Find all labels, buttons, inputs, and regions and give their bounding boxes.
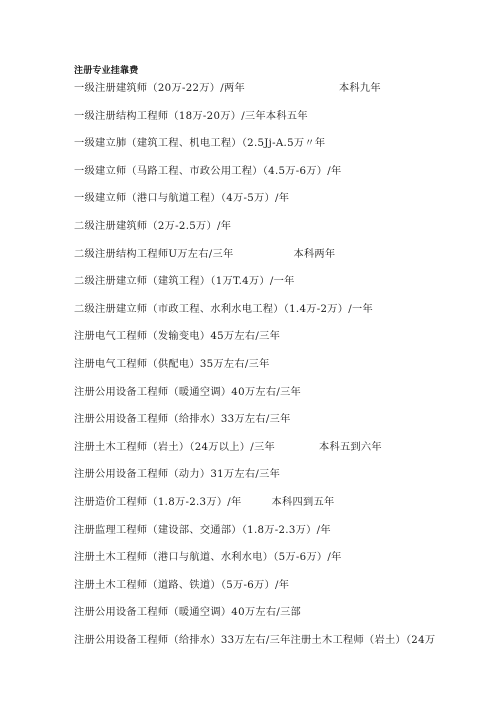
fee-line: [74, 385, 494, 413]
fee-line-text: 注册公用设备工程师（暖通空调）40万左右/三部: [74, 607, 302, 619]
fee-line: [74, 467, 494, 495]
fee-line: [74, 81, 494, 109]
fee-line-text: 注册公用设备工程师（暖通空调）40万左右/三年: [74, 386, 302, 398]
fee-line: [74, 633, 494, 661]
fee-line: [74, 495, 494, 523]
fee-line-text: 注册土木工程师（道路、铁道）（5万-6万）/年: [74, 579, 290, 591]
fee-line-text: 一级建立师（马路工程、市政公用工程）（4.5万-6万）/年: [74, 165, 342, 177]
fee-line: [74, 109, 494, 137]
fee-line-text: 注册公用设备工程师（给排水）33万左右/三年注册土木工程师（岩土）（24万: [74, 634, 436, 646]
fee-line-note: 本科九年: [338, 83, 381, 94]
fee-line-text: 注册电气工程师（供配电）35万左右/三年: [74, 358, 270, 370]
fee-line-note: 本科五到六年: [318, 441, 382, 453]
fee-line-text: 注册公用设备工程师（动力）31万左右/三年: [74, 469, 281, 481]
fee-line: [74, 136, 494, 164]
fee-line-text: 一级注册建筑师（20万-22万）/两年: [74, 83, 245, 94]
fee-line: [74, 523, 494, 551]
fee-line: [74, 578, 494, 606]
fee-line-text: 注册监理工程师（建设部、交通部）（1.8万-2.3万）/年: [74, 524, 331, 536]
fee-line-text: 注册电气工程师（发输变电）45万左右/三年: [74, 331, 281, 343]
fee-line: [74, 247, 494, 275]
fee-line-text: 一级注册结构工程师（18万-20万）/三年本科五年: [74, 110, 308, 122]
fee-line-text: 二级注册结构工程师U万左右/三年: [74, 248, 234, 260]
fee-line-text: 注册公用设备工程师（给排水）33万左右/三年: [74, 414, 291, 426]
fee-line: [74, 357, 494, 385]
fee-line: [74, 440, 494, 468]
fee-line-text: 二级注册建筑师（2万-2.5万）/年: [74, 220, 232, 232]
document-title: 注册专业挂靠费: [74, 66, 139, 76]
fee-line-text: 一级建立师（港口与航道工程）（4万-5万）/年: [74, 193, 290, 205]
fee-line: [74, 219, 494, 247]
fee-line: [74, 164, 494, 192]
fee-list: [74, 81, 494, 660]
fee-line-note: 本科四到五年: [271, 496, 335, 508]
fee-line: [74, 329, 494, 357]
fee-line-text: 注册土木工程师（港口与航道、水利水电）（5万-6万）/年: [74, 552, 342, 564]
fee-line-text: 二级注册建立师（市政工程、水利水电工程）（1.4万-2万）/一年: [74, 303, 373, 315]
fee-line-text: 注册土木工程师（岩土）（24万以上）/三年: [74, 441, 275, 453]
fee-line: [74, 302, 494, 330]
fee-line-text: 二级注册建立师（建筑工程）（1万T.4万）/一年: [74, 276, 295, 288]
fee-line: [74, 274, 494, 302]
fee-line: [74, 550, 494, 578]
fee-line-text: 注册造价工程师（1.8万-2.3万）/年: [74, 496, 242, 508]
fee-line: [74, 412, 494, 440]
fee-line-note: 本科两年: [293, 248, 336, 260]
fee-line-text: 一级建立肺（建筑工程、机电工程）（2.5Jj-A.5万〃年: [74, 138, 326, 150]
fee-line: [74, 191, 494, 219]
fee-line: [74, 605, 494, 633]
